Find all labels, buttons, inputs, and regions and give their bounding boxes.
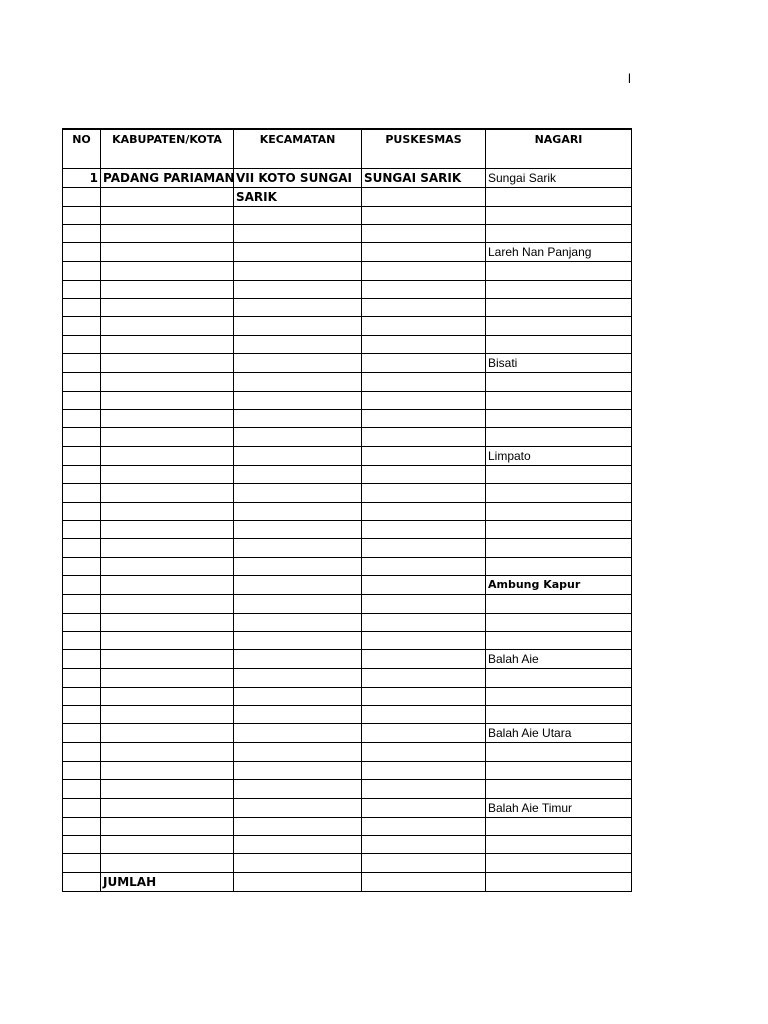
cell-nagari [486,391,632,409]
table-row [63,502,632,520]
cell-puskesmas [362,335,486,353]
cell-puskesmas [362,780,486,798]
cell-no [63,669,101,687]
cell-no [63,262,101,280]
table-row [63,798,632,817]
cell-kabupaten-kota [101,836,234,854]
cell-no [63,206,101,224]
cell-nagari [486,761,632,779]
cell-nagari: Sungai Sarik [486,168,632,187]
cell-kabupaten-kota [101,446,234,465]
cell-kabupaten-kota: JUMLAH [101,872,234,891]
cell-kecamatan [234,798,362,817]
cell-nagari: Balah Aie Timur [486,798,632,817]
table-row [63,187,632,206]
table-row [63,354,632,373]
cell-no [63,613,101,631]
cell-no [63,187,101,206]
data-table [62,128,632,892]
cell-kabupaten-kota [101,484,234,502]
cell-kecamatan: VII KOTO SUNGAI [234,168,362,187]
cell-no [63,557,101,575]
table-row [63,206,632,224]
table-row [63,520,632,538]
cell-no [63,280,101,298]
cell-kabupaten-kota [101,724,234,743]
cell-puskesmas [362,243,486,262]
cell-puskesmas [362,798,486,817]
cell-no [63,243,101,262]
cell-puskesmas [362,687,486,705]
cell-kecamatan [234,520,362,538]
cell-nagari [486,428,632,446]
cell-no [63,446,101,465]
cell-kecamatan [234,576,362,595]
cell-puskesmas: SUNGAI SARIK [362,168,486,187]
table-row [63,484,632,502]
cell-kabupaten-kota [101,761,234,779]
cell-nagari: Balah Aie Utara [486,724,632,743]
cell-no [63,465,101,483]
cell-no [63,724,101,743]
cell-kabupaten-kota [101,743,234,761]
cell-nagari [486,299,632,317]
cell-kabupaten-kota [101,854,234,872]
cell-puskesmas [362,669,486,687]
cell-no [63,780,101,798]
cell-no [63,299,101,317]
cell-nagari [486,539,632,557]
cell-puskesmas [362,299,486,317]
cell-puskesmas [362,391,486,409]
cell-kecamatan: SARIK [234,187,362,206]
table-row [63,706,632,724]
cell-no [63,706,101,724]
cell-nagari [486,520,632,538]
cell-kecamatan [234,262,362,280]
cell-kabupaten-kota [101,798,234,817]
cell-kabupaten-kota [101,595,234,613]
cell-kecamatan [234,743,362,761]
cell-nagari: Balah Aie [486,650,632,669]
cell-kabupaten-kota [101,354,234,373]
cell-puskesmas [362,595,486,613]
header-nagari: NAGARI [486,129,632,168]
cell-kecamatan [234,410,362,428]
cell-nagari [486,187,632,206]
cell-nagari [486,502,632,520]
cell-nagari [486,262,632,280]
table-row [63,761,632,779]
table-row [63,836,632,854]
cell-no [63,224,101,242]
cell-nagari [486,410,632,428]
cell-puskesmas [362,373,486,391]
cell-puskesmas [362,706,486,724]
table-row [63,613,632,631]
table-row [63,576,632,595]
cell-puskesmas [362,761,486,779]
cell-no [63,391,101,409]
table-row [63,262,632,280]
cell-puskesmas [362,446,486,465]
cell-kabupaten-kota [101,613,234,631]
cell-no [63,817,101,835]
cell-kecamatan [234,539,362,557]
header-kabupaten-kota: KABUPATEN/KOTA [101,129,234,168]
cell-kecamatan [234,299,362,317]
cell-nagari [486,595,632,613]
cell-no [63,520,101,538]
cell-kabupaten-kota [101,187,234,206]
cell-kecamatan [234,243,362,262]
cell-kecamatan [234,354,362,373]
cell-kecamatan [234,391,362,409]
cell-puskesmas [362,410,486,428]
table-row [63,650,632,669]
table-row [63,373,632,391]
cell-kecamatan [234,502,362,520]
cell-kecamatan [234,446,362,465]
cell-nagari [486,557,632,575]
cell-puskesmas [362,557,486,575]
cell-kabupaten-kota [101,206,234,224]
header-row [63,129,632,168]
table-row [63,595,632,613]
cell-no [63,354,101,373]
cell-puskesmas [362,465,486,483]
cell-kecamatan [234,650,362,669]
cell-no [63,761,101,779]
cell-kecamatan [234,317,362,335]
cell-no [63,595,101,613]
cell-nagari [486,706,632,724]
table-row [63,724,632,743]
cell-no: 1 [63,168,101,187]
cell-puskesmas [362,650,486,669]
cell-puskesmas [362,206,486,224]
cell-kabupaten-kota [101,502,234,520]
table-row [63,428,632,446]
cell-puskesmas [362,187,486,206]
cell-nagari: Lareh Nan Panjang [486,243,632,262]
table-row [63,410,632,428]
cell-kabupaten-kota [101,631,234,649]
table-row [63,299,632,317]
cell-puskesmas [362,520,486,538]
cell-kecamatan [234,335,362,353]
cell-nagari [486,669,632,687]
cell-kabupaten-kota [101,706,234,724]
header-puskesmas: PUSKESMAS [362,129,486,168]
cell-nagari [486,280,632,298]
cell-nagari [486,335,632,353]
cell-kecamatan [234,687,362,705]
cell-kabupaten-kota [101,243,234,262]
cell-kabupaten-kota [101,669,234,687]
table-row [63,391,632,409]
cell-puskesmas [362,354,486,373]
corner-mark: l [628,71,631,86]
cell-kabupaten-kota [101,780,234,798]
cell-kecamatan [234,817,362,835]
cell-kabupaten-kota [101,428,234,446]
cell-kabupaten-kota [101,317,234,335]
cell-kecamatan [234,557,362,575]
cell-puskesmas [362,854,486,872]
cell-puskesmas [362,428,486,446]
cell-kecamatan [234,761,362,779]
cell-kecamatan [234,484,362,502]
cell-nagari [486,613,632,631]
table-row [63,224,632,242]
table-row [63,743,632,761]
cell-no [63,872,101,891]
table-row [63,687,632,705]
cell-nagari [486,484,632,502]
table-row [63,539,632,557]
cell-puskesmas [362,576,486,595]
cell-kabupaten-kota: PADANG PARIAMAN [101,168,234,187]
cell-no [63,854,101,872]
cell-nagari: Ambung Kapur [486,576,632,595]
cell-kabupaten-kota [101,817,234,835]
cell-no [63,576,101,595]
cell-kabupaten-kota [101,224,234,242]
cell-nagari [486,854,632,872]
table-row [63,168,632,187]
cell-kecamatan [234,373,362,391]
table-body [63,168,632,891]
cell-nagari [486,743,632,761]
table-row [63,817,632,835]
cell-kabupaten-kota [101,539,234,557]
table-row [63,446,632,465]
cell-nagari [486,224,632,242]
cell-kecamatan [234,595,362,613]
cell-no [63,650,101,669]
cell-kecamatan [234,854,362,872]
cell-kabupaten-kota [101,391,234,409]
cell-no [63,836,101,854]
header-kecamatan: KECAMATAN [234,129,362,168]
table-row [63,243,632,262]
cell-kabupaten-kota [101,335,234,353]
table-row [63,335,632,353]
cell-no [63,631,101,649]
cell-kabupaten-kota [101,373,234,391]
cell-puskesmas [362,872,486,891]
cell-puskesmas [362,484,486,502]
cell-nagari [486,780,632,798]
cell-kecamatan [234,669,362,687]
cell-puskesmas [362,724,486,743]
cell-puskesmas [362,502,486,520]
cell-kecamatan [234,206,362,224]
table-row [63,669,632,687]
cell-kecamatan [234,872,362,891]
cell-no [63,743,101,761]
cell-nagari: Bisati [486,354,632,373]
cell-kabupaten-kota [101,520,234,538]
cell-puskesmas [362,539,486,557]
cell-kecamatan [234,465,362,483]
cell-nagari [486,631,632,649]
table-row [63,854,632,872]
cell-kecamatan [234,631,362,649]
table-row [63,631,632,649]
cell-no [63,373,101,391]
cell-puskesmas [362,836,486,854]
cell-kecamatan [234,224,362,242]
table-row [63,280,632,298]
cell-kabupaten-kota [101,687,234,705]
cell-no [63,335,101,353]
cell-kecamatan [234,836,362,854]
cell-nagari: Limpato [486,446,632,465]
cell-kabupaten-kota [101,410,234,428]
cell-kecamatan [234,613,362,631]
cell-puskesmas [362,262,486,280]
cell-kabupaten-kota [101,650,234,669]
cell-puskesmas [362,224,486,242]
cell-no [63,798,101,817]
cell-kecamatan [234,780,362,798]
cell-no [63,317,101,335]
cell-nagari [486,687,632,705]
table-row [63,317,632,335]
cell-nagari [486,836,632,854]
cell-kabupaten-kota [101,280,234,298]
header-no: NO [63,129,101,168]
cell-nagari [486,373,632,391]
table-row [63,465,632,483]
cell-nagari [486,317,632,335]
cell-kabupaten-kota [101,557,234,575]
cell-kabupaten-kota [101,465,234,483]
cell-kecamatan [234,280,362,298]
cell-puskesmas [362,743,486,761]
cell-puskesmas [362,317,486,335]
cell-nagari [486,872,632,891]
cell-kecamatan [234,724,362,743]
cell-no [63,484,101,502]
cell-kecamatan [234,428,362,446]
cell-no [63,410,101,428]
cell-no [63,539,101,557]
cell-no [63,502,101,520]
cell-no [63,687,101,705]
table-row [63,780,632,798]
table-row [63,872,632,891]
cell-kabupaten-kota [101,262,234,280]
cell-puskesmas [362,817,486,835]
cell-puskesmas [362,613,486,631]
cell-kabupaten-kota [101,299,234,317]
cell-no [63,428,101,446]
cell-kabupaten-kota [101,576,234,595]
cell-nagari [486,817,632,835]
cell-nagari [486,206,632,224]
cell-puskesmas [362,280,486,298]
table-row [63,557,632,575]
cell-kecamatan [234,706,362,724]
cell-nagari [486,465,632,483]
cell-puskesmas [362,631,486,649]
